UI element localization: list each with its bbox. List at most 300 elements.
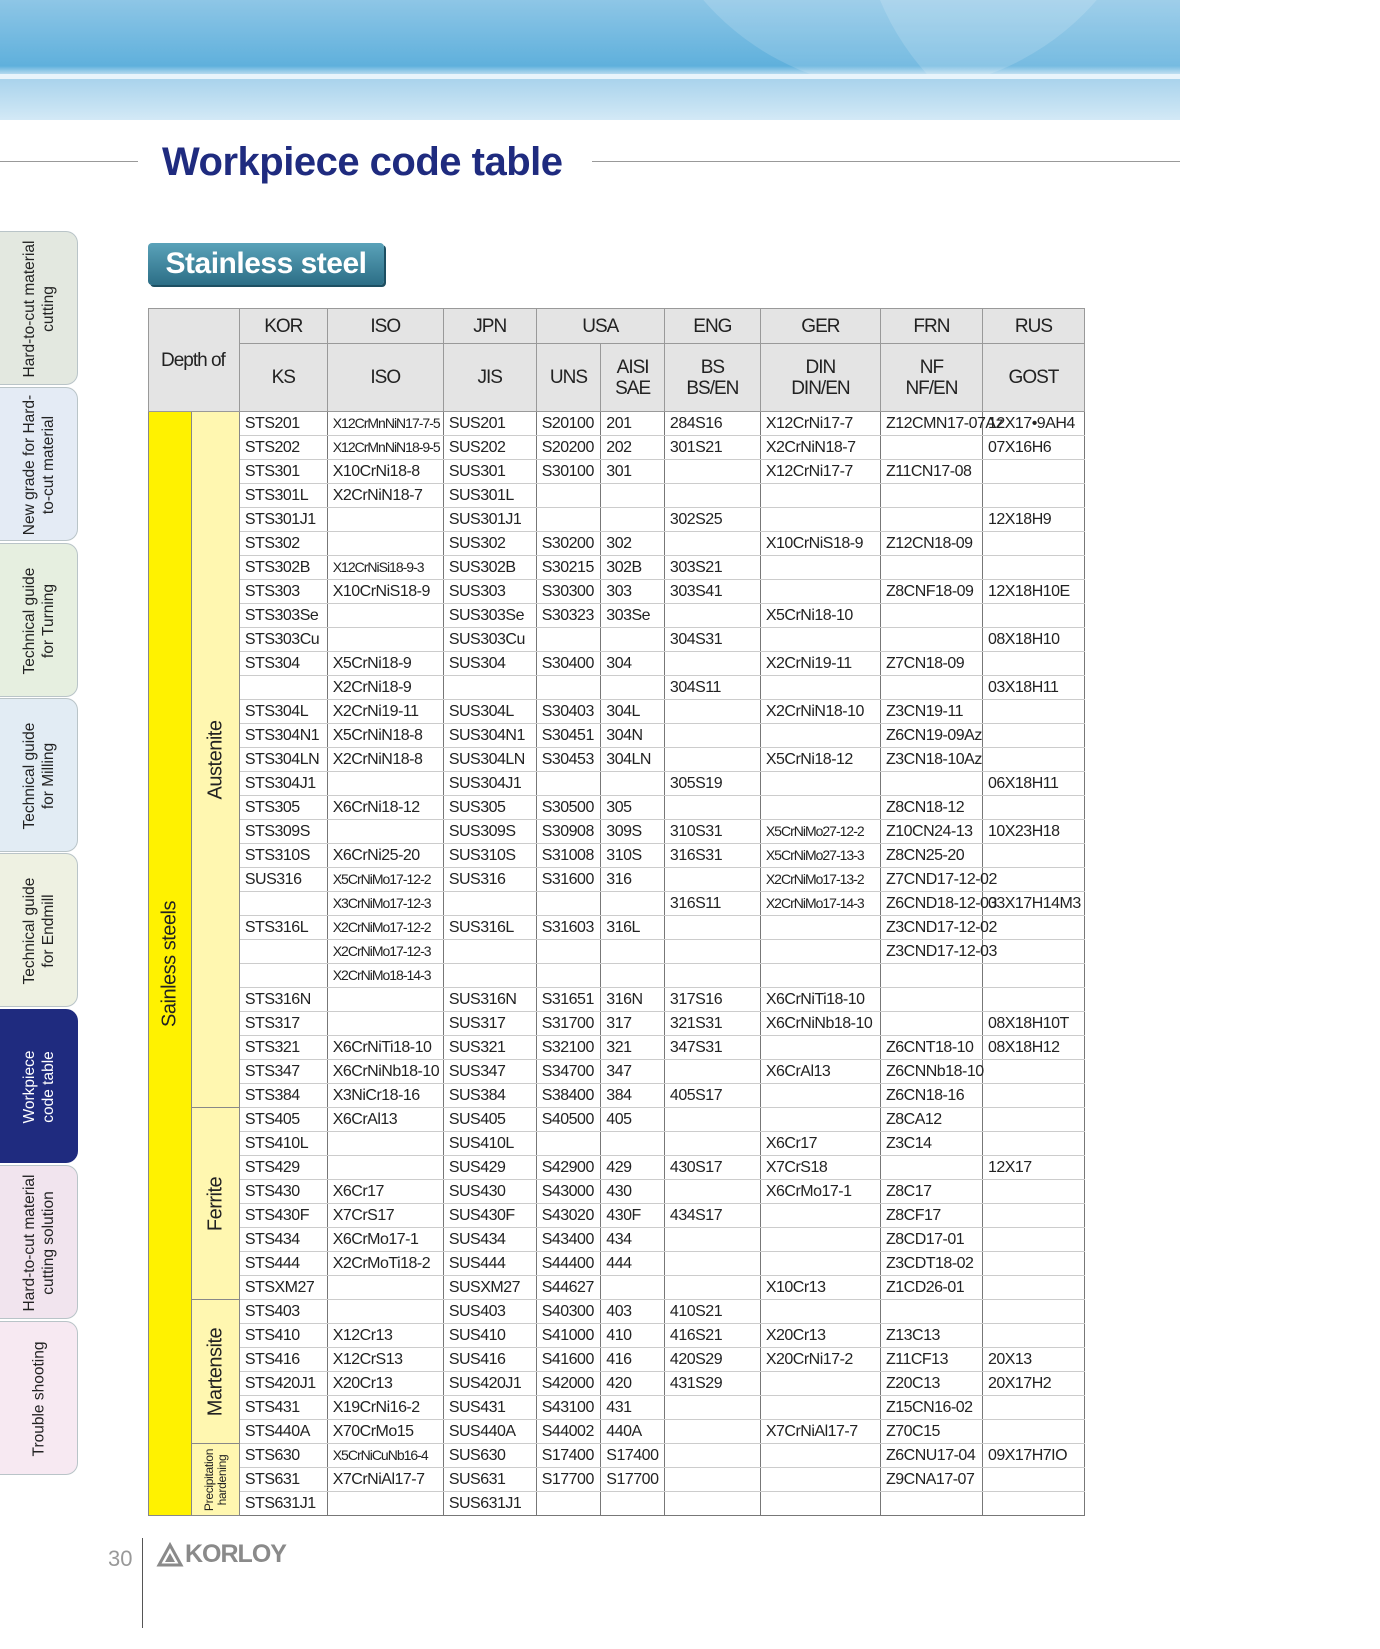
table-cell: SUS304LN (443, 748, 536, 772)
table-cell: SUS302B (443, 556, 536, 580)
table-cell: Z70C15 (880, 1420, 982, 1444)
table-cell: 434 (601, 1228, 665, 1252)
table-cell: STS429 (239, 1156, 327, 1180)
table-cell: 08X18H10T (982, 1012, 1084, 1036)
table-cell (601, 964, 665, 988)
table-row (149, 1444, 1085, 1468)
table-cell: 08X18H10 (982, 628, 1084, 652)
table-cell: STS316N (239, 988, 327, 1012)
table-cell: X5CrNi18-9 (327, 652, 443, 676)
table-cell (239, 676, 327, 700)
table-cell: 384 (601, 1084, 665, 1108)
table-cell: Z6CNNb18-10 (880, 1060, 982, 1084)
country-header: KOR (239, 309, 327, 344)
table-row (149, 964, 1085, 988)
page-title: Workpiece code table (162, 140, 563, 184)
table-cell: STS444 (239, 1252, 327, 1276)
table-cell: S32100 (536, 1036, 601, 1060)
table-row (149, 652, 1085, 676)
table-cell (760, 628, 880, 652)
table-cell (536, 772, 601, 796)
table-row (149, 820, 1085, 844)
table-cell (327, 1156, 443, 1180)
table-row (149, 1420, 1085, 1444)
table-cell: 03X18H11 (982, 676, 1084, 700)
table-cell: X3CrNiMo17-12-3 (327, 892, 443, 916)
table-cell: 444 (601, 1252, 665, 1276)
table-cell: S44002 (536, 1420, 601, 1444)
table-cell: Z3CND17-12-03 (880, 940, 982, 964)
table-cell (982, 1108, 1084, 1132)
table-cell: STS434 (239, 1228, 327, 1252)
country-header: RUS (982, 309, 1084, 344)
table-cell (239, 892, 327, 916)
table-cell: Z20C13 (880, 1372, 982, 1396)
table-cell: SUS303Cu (443, 628, 536, 652)
table-cell: 321S31 (664, 1012, 760, 1036)
table-cell: 302B (601, 556, 665, 580)
table-cell: Z6CNT18-10 (880, 1036, 982, 1060)
table-cell (760, 508, 880, 532)
table-cell: X6CrNiNb18-10 (327, 1060, 443, 1084)
table-cell (982, 604, 1084, 628)
table-cell: 316N (601, 988, 665, 1012)
table-cell: 347S31 (664, 1036, 760, 1060)
table-row (149, 1492, 1085, 1516)
sidebar-tab-label: Hard-to-cut material cutting (21, 240, 57, 378)
table-cell: SUS440A (443, 1420, 536, 1444)
table-cell (880, 436, 982, 460)
table-cell: 317S16 (664, 988, 760, 1012)
table-cell (536, 484, 601, 508)
table-cell: Z6CN18-16 (880, 1084, 982, 1108)
sidebar-tab-label: Technical guide for Endmill (21, 877, 57, 985)
table-cell (327, 820, 443, 844)
table-cell (239, 964, 327, 988)
table-cell: STS440A (239, 1420, 327, 1444)
table-cell: S20200 (536, 436, 601, 460)
standard-header: DIN DIN/EN (760, 344, 880, 412)
table-cell: SUS431 (443, 1396, 536, 1420)
table-cell (982, 940, 1084, 964)
table-cell: X6CrNiTi18-10 (327, 1036, 443, 1060)
table-cell: STS430F (239, 1204, 327, 1228)
table-cell: SUS405 (443, 1108, 536, 1132)
table-cell (327, 532, 443, 556)
table-cell: X6Cr17 (760, 1132, 880, 1156)
table-cell (760, 484, 880, 508)
standard-header: KS (239, 344, 327, 412)
table-cell: 20X13 (982, 1348, 1084, 1372)
table-row (149, 676, 1085, 700)
table-cell: S31600 (536, 868, 601, 892)
country-header: ENG (664, 309, 760, 344)
sidebar-tab[interactable] (0, 698, 78, 852)
table-cell (760, 724, 880, 748)
table-cell: STS630 (239, 1444, 327, 1468)
table-cell (536, 676, 601, 700)
table-cell: STS631J1 (239, 1492, 327, 1516)
table-cell: SUS304J1 (443, 772, 536, 796)
table-cell (760, 1036, 880, 1060)
table-cell (664, 724, 760, 748)
table-row (149, 868, 1085, 892)
table-cell: 09X17H7IO (982, 1444, 1084, 1468)
table-cell: X5CrNi18-12 (760, 748, 880, 772)
korloy-logo-icon (158, 1544, 182, 1566)
table-cell: S30453 (536, 748, 601, 772)
table-cell (982, 556, 1084, 580)
table-cell (664, 964, 760, 988)
table-cell: S17700 (601, 1468, 665, 1492)
table-cell: SUS304N1 (443, 724, 536, 748)
table-cell: STS631 (239, 1468, 327, 1492)
table-cell: 440A (601, 1420, 665, 1444)
table-cell (982, 916, 1084, 940)
table-row (149, 1324, 1085, 1348)
group-cell (192, 1108, 239, 1300)
table-cell (880, 484, 982, 508)
group-cell (192, 412, 239, 1108)
table-cell: 416 (601, 1348, 665, 1372)
table-row (149, 1396, 1085, 1420)
table-cell: 310S31 (664, 820, 760, 844)
table-cell: X2CrNiN18-7 (760, 436, 880, 460)
table-row (149, 1156, 1085, 1180)
table-cell (664, 1444, 760, 1468)
table-cell: S43000 (536, 1180, 601, 1204)
table-row (149, 1468, 1085, 1492)
table-cell (880, 508, 982, 532)
table-cell: X2CrNiMo17-12-2 (327, 916, 443, 940)
table-cell: X10Cr13 (760, 1276, 880, 1300)
table-cell: SUS429 (443, 1156, 536, 1180)
table-cell: S30908 (536, 820, 601, 844)
table-cell: X7CrS18 (760, 1156, 880, 1180)
table-cell: 301 (601, 460, 665, 484)
table-cell: S30400 (536, 652, 601, 676)
table-cell: X5CrNiMo27-13-3 (760, 844, 880, 868)
table-cell: S42900 (536, 1156, 601, 1180)
table-cell: SUS317 (443, 1012, 536, 1036)
table-cell: STS303 (239, 580, 327, 604)
table-cell (327, 1300, 443, 1324)
table-cell: SUS410 (443, 1324, 536, 1348)
table-cell: Z8CF17 (880, 1204, 982, 1228)
table-cell: 431 (601, 1396, 665, 1420)
table-cell: STS420J1 (239, 1372, 327, 1396)
table-cell (982, 868, 1084, 892)
table-cell: Z8CA12 (880, 1108, 982, 1132)
table-cell: 305 (601, 796, 665, 820)
table-cell: SUS304 (443, 652, 536, 676)
group-cell (192, 1444, 239, 1516)
table-cell: STS304J1 (239, 772, 327, 796)
table-cell: SUS630 (443, 1444, 536, 1468)
table-cell (982, 1276, 1084, 1300)
table-row (149, 1228, 1085, 1252)
table-cell: X2CrNiMo18-14-3 (327, 964, 443, 988)
table-cell (982, 1492, 1084, 1516)
table-cell (327, 508, 443, 532)
table-cell: X6CrMo17-1 (760, 1180, 880, 1204)
table-cell: Z9CNA17-07 (880, 1468, 982, 1492)
table-cell (982, 652, 1084, 676)
table-cell: 08X18H12 (982, 1036, 1084, 1060)
table-cell (664, 1228, 760, 1252)
table-cell (664, 1468, 760, 1492)
table-cell: X12CrNi17-7 (760, 460, 880, 484)
table-cell: S43400 (536, 1228, 601, 1252)
table-cell (536, 508, 601, 532)
table-cell (982, 1324, 1084, 1348)
table-cell (664, 1396, 760, 1420)
table-cell: 304N (601, 724, 665, 748)
table-cell: SUS316 (239, 868, 327, 892)
table-row (149, 988, 1085, 1012)
sidebar-tab-label: Technical guide for Turning (21, 567, 57, 675)
table-cell: S30323 (536, 604, 601, 628)
table-cell: STS305 (239, 796, 327, 820)
table-cell: S43020 (536, 1204, 601, 1228)
table-cell (601, 484, 665, 508)
table-row (149, 1300, 1085, 1324)
table-cell (664, 916, 760, 940)
table-row (149, 844, 1085, 868)
table-cell: X6CrAl13 (760, 1060, 880, 1084)
table-cell (664, 1252, 760, 1276)
table-cell (760, 796, 880, 820)
table-row (149, 1132, 1085, 1156)
table-cell: SUS305 (443, 796, 536, 820)
table-cell (982, 1468, 1084, 1492)
table-cell: SUS403 (443, 1300, 536, 1324)
table-row (149, 1372, 1085, 1396)
table-cell (664, 1132, 760, 1156)
table-cell: STS431 (239, 1396, 327, 1420)
table-row (149, 1108, 1085, 1132)
standard-header: BS BS/EN (664, 344, 760, 412)
table-cell (536, 892, 601, 916)
table-cell (760, 580, 880, 604)
table-cell: 03X17H14M3 (982, 892, 1084, 916)
table-cell (601, 508, 665, 532)
table-cell (760, 772, 880, 796)
table-cell: SUS202 (443, 436, 536, 460)
table-cell: 305S19 (664, 772, 760, 796)
table-cell (536, 1132, 601, 1156)
table-cell (327, 1132, 443, 1156)
table-cell: STS302B (239, 556, 327, 580)
table-cell: Z8CD17-01 (880, 1228, 982, 1252)
table-cell: SUS303 (443, 580, 536, 604)
table-cell (982, 460, 1084, 484)
table-row (149, 1060, 1085, 1084)
table-cell: SUS302 (443, 532, 536, 556)
table-cell: S17400 (601, 1444, 665, 1468)
table-cell (601, 628, 665, 652)
sidebar-tab[interactable] (0, 1009, 78, 1163)
table-cell: STS304N1 (239, 724, 327, 748)
table-cell: 303Se (601, 604, 665, 628)
table-cell: X7CrS17 (327, 1204, 443, 1228)
sidebar-tab[interactable] (0, 387, 78, 541)
table-cell (982, 1300, 1084, 1324)
country-header: JPN (443, 309, 536, 344)
table-row (149, 748, 1085, 772)
table-cell: S41600 (536, 1348, 601, 1372)
table-cell: STS201 (239, 412, 327, 436)
table-cell: X2CrNi19-11 (327, 700, 443, 724)
title-rule-right (592, 161, 1180, 162)
country-header-row (149, 309, 1085, 344)
table-cell: S38400 (536, 1084, 601, 1108)
table-cell: X10CrNi18-8 (327, 460, 443, 484)
table-cell (760, 556, 880, 580)
table-cell: X6CrMo17-1 (327, 1228, 443, 1252)
table-cell: SUS301L (443, 484, 536, 508)
table-cell: Z8CN18-12 (880, 796, 982, 820)
table-cell: 430S17 (664, 1156, 760, 1180)
table-row (149, 1012, 1085, 1036)
table-cell: X19CrNi16-2 (327, 1396, 443, 1420)
sidebar-tab[interactable] (0, 1321, 78, 1475)
table-cell (664, 1060, 760, 1084)
table-row (149, 892, 1085, 916)
table-cell: X12CrNi17-7 (760, 412, 880, 436)
table-cell: S31008 (536, 844, 601, 868)
table-cell: X5CrNiN18-8 (327, 724, 443, 748)
table-cell (982, 484, 1084, 508)
table-cell: X3NiCr18-16 (327, 1084, 443, 1108)
table-cell: 304S11 (664, 676, 760, 700)
table-cell: 309S (601, 820, 665, 844)
table-cell (664, 1492, 760, 1516)
table-cell (601, 892, 665, 916)
table-cell (760, 940, 880, 964)
table-cell (880, 676, 982, 700)
table-cell: SUS347 (443, 1060, 536, 1084)
table-row (149, 1204, 1085, 1228)
table-cell (239, 940, 327, 964)
table-cell: 410S21 (664, 1300, 760, 1324)
table-cell: SUS444 (443, 1252, 536, 1276)
table-cell: SUS301 (443, 460, 536, 484)
table-cell: 429 (601, 1156, 665, 1180)
header-banner (0, 0, 1180, 120)
standard-header-row (149, 344, 1085, 412)
sidebar-tab[interactable] (0, 853, 78, 1007)
table-cell: X5CrNi18-10 (760, 604, 880, 628)
table-cell: SUS410L (443, 1132, 536, 1156)
standard-header: ISO (327, 344, 443, 412)
table-cell: S31700 (536, 1012, 601, 1036)
title-rule-left (0, 161, 138, 162)
table-cell: X5CrNiCuNb16-4 (327, 1444, 443, 1468)
table-cell: STSXM27 (239, 1276, 327, 1300)
table-cell (760, 1204, 880, 1228)
table-cell (664, 532, 760, 556)
table-cell (982, 1396, 1084, 1420)
table-cell: SUS309S (443, 820, 536, 844)
workpiece-code-table (148, 308, 1085, 1516)
table-cell: 301S21 (664, 436, 760, 460)
standard-header: NF NF/EN (880, 344, 982, 412)
table-cell (982, 700, 1084, 724)
table-cell: SUS416 (443, 1348, 536, 1372)
table-cell: 304L (601, 700, 665, 724)
table-cell: X10CrNiS18-9 (327, 580, 443, 604)
table-cell: S30403 (536, 700, 601, 724)
table-cell: Z12CMN17-07Az (880, 412, 982, 436)
table-cell: X2CrNiMo17-13-2 (760, 868, 880, 892)
table-cell: 403 (601, 1300, 665, 1324)
sidebar-tab[interactable] (0, 1165, 78, 1319)
table-cell: Z7CND17-12-02 (880, 868, 982, 892)
table-cell (982, 796, 1084, 820)
sidebar-tab[interactable] (0, 543, 78, 697)
table-cell: SUS631J1 (443, 1492, 536, 1516)
table-cell (443, 940, 536, 964)
table-cell: Z13C13 (880, 1324, 982, 1348)
table-cell: 430F (601, 1204, 665, 1228)
table-cell: X5CrNiMo17-12-2 (327, 868, 443, 892)
table-cell (664, 748, 760, 772)
table-cell: 304LN (601, 748, 665, 772)
table-cell: X2CrNiN18-7 (327, 484, 443, 508)
table-cell: Z12CN18-09 (880, 532, 982, 556)
table-cell: SUS321 (443, 1036, 536, 1060)
table-row (149, 508, 1085, 532)
table-cell: STS416 (239, 1348, 327, 1372)
table-cell (982, 1204, 1084, 1228)
table-cell: STS202 (239, 436, 327, 460)
table-cell: STS310S (239, 844, 327, 868)
table-cell: 316 (601, 868, 665, 892)
table-cell: S44627 (536, 1276, 601, 1300)
table-cell (327, 628, 443, 652)
table-cell: X6CrNiTi18-10 (760, 988, 880, 1012)
table-cell: S30451 (536, 724, 601, 748)
table-cell: S20100 (536, 412, 601, 436)
table-row (149, 1180, 1085, 1204)
table-cell: STS302 (239, 532, 327, 556)
table-cell: 12X18H9 (982, 508, 1084, 532)
table-cell: SUS303Se (443, 604, 536, 628)
table-cell: Z6CN19-09Az (880, 724, 982, 748)
table-cell: STS309S (239, 820, 327, 844)
table-cell (982, 1132, 1084, 1156)
sidebar-tab[interactable] (0, 231, 78, 385)
table-cell: SUS631 (443, 1468, 536, 1492)
table-cell (982, 724, 1084, 748)
table-cell: S40500 (536, 1108, 601, 1132)
table-cell (760, 1492, 880, 1516)
table-cell: S30300 (536, 580, 601, 604)
sidebar-tab-label: Trouble shooting (30, 1341, 48, 1457)
table-row (149, 556, 1085, 580)
table-cell: STS410 (239, 1324, 327, 1348)
table-row (149, 1252, 1085, 1276)
table-cell: Z3CND17-12-02 (880, 916, 982, 940)
table-cell: Z3CN18-10Az (880, 748, 982, 772)
category-cell (149, 412, 192, 1516)
table-cell: X2CrNiMo17-14-3 (760, 892, 880, 916)
table-cell (601, 1276, 665, 1300)
table-cell (327, 1276, 443, 1300)
table-cell: SUS434 (443, 1228, 536, 1252)
table-row (149, 412, 1085, 436)
